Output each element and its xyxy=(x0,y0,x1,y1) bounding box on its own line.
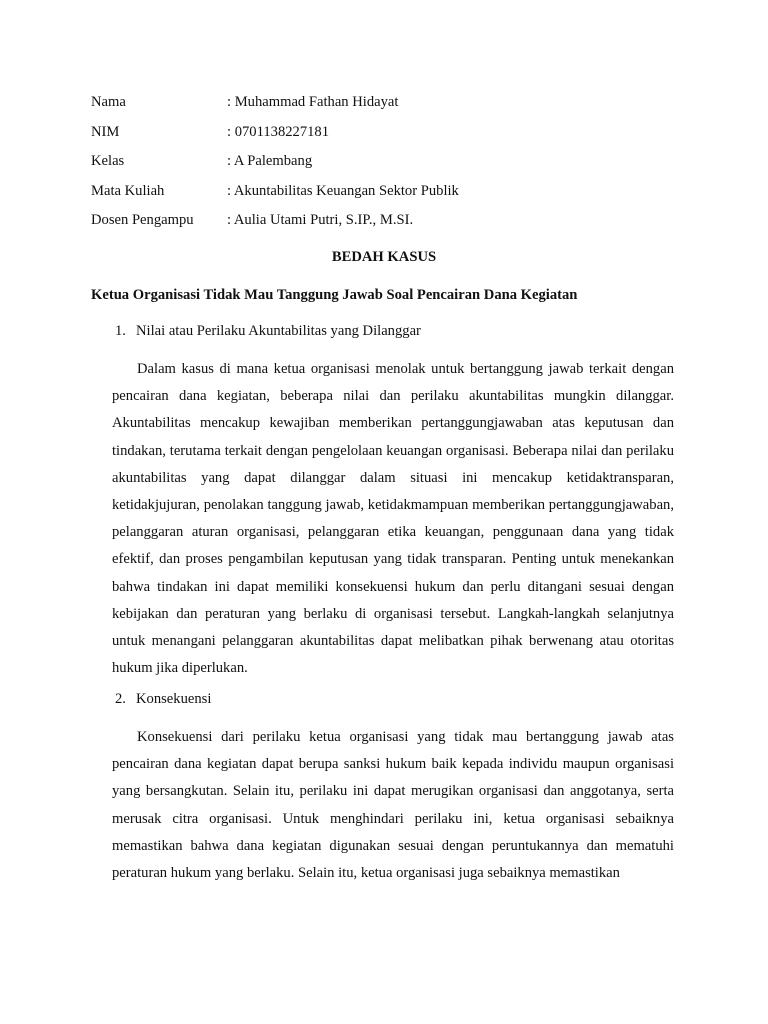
section-1-title xyxy=(115,323,421,340)
identity-label: Nama xyxy=(91,94,126,110)
identity-row-nama xyxy=(91,92,459,122)
identity-label: Mata Kuliah xyxy=(91,182,165,199)
identity-row-dosen xyxy=(91,210,459,240)
section-2-title xyxy=(115,691,211,708)
identity-row-kelas xyxy=(91,151,459,181)
identity-value: : Muhammad Fathan Hidayat xyxy=(227,94,399,110)
section-title-text: Konsekuensi xyxy=(136,691,212,707)
section-number: 1. xyxy=(115,323,126,339)
section-number: 2. xyxy=(115,691,126,707)
identity-label: NIM xyxy=(91,123,120,140)
section-title-text: Nilai atau Perilaku Akuntabilitas yang Dilanggar xyxy=(136,323,421,339)
case-title: Ketua Organisasi Tidak Mau Tanggung Jawab Soal Pencairan Dana Kegiatan xyxy=(91,287,578,303)
identity-table xyxy=(91,92,459,240)
identity-value: : A Palembang xyxy=(227,153,313,169)
identity-label: Dosen Pengampu xyxy=(91,212,194,228)
section-1-paragraph: Dalam kasus di mana ketua organisasi menolak untuk bertanggung jawab terkait dengan pencairan dana kegiatan, beberapa nilai dan perilaku akuntabilitas mungkin dilanggar. Akuntabilitas mencakup kewajiban memberikan pertanggungjawaban atas keputusan dan tindakan, terutama terkait dengan pengelolaan keuangan organisasi. Beberapa nilai dan perilaku akuntabilitas yang dapat dilanggar dalam situasi ini mencakup ketidaktransparan, ketidakjujuran, penolakan tanggung jawab, ketidakmampuan memberikan pertanggungjawaban, pelanggaran aturan organisasi, pelanggaran etika keuangan, penggunaan dana yang tidak efektif, dan proses pengambilan keputusan yang tidak transparan. Penting untuk menekankan bahwa tindakan ini dapat memiliki konsekuensi hukum dan perlu ditangani sesuai dengan kebijakan dan peraturan yang berlaku di organisasi tersebut. Langkah-langkah selanjutnya untuk menangani pelanggaran akuntabilitas dapat melibatkan pihak berwenang atau otoritas hukum jika diperlukan. xyxy=(112,361,674,677)
identity-value: : Aulia Utami Putri, S.IP., M.SI. xyxy=(227,212,414,228)
identity-value: : 0701138227181 xyxy=(227,123,330,140)
identity-label: Kelas xyxy=(91,153,125,169)
identity-value: : Akuntabilitas Keuangan Sektor Publik xyxy=(227,182,459,199)
document-heading: BEDAH KASUS xyxy=(331,249,437,265)
identity-row-nim xyxy=(91,122,459,152)
section-2-paragraph: Konsekuensi dari perilaku ketua organisasi yang tidak mau bertanggung jawab atas pencairan dana kegiatan dapat berupa sanksi hukum baik kepada individu maupun organisasi yang bersangkutan. Selain itu, perilaku ini dapat merugikan organisasi dan anggotanya, serta merusak citra organisasi. Untuk menghindari perilaku ini, ketua organisasi sebaiknya memastikan bahwa dana kegiatan digunakan sesuai dengan peruntukannya dan mematuhi peraturan hukum yang berlaku. Selain itu, ketua organisasi juga sebaiknya memastikan xyxy=(112,729,674,882)
identity-row-mata-kuliah xyxy=(91,181,459,211)
